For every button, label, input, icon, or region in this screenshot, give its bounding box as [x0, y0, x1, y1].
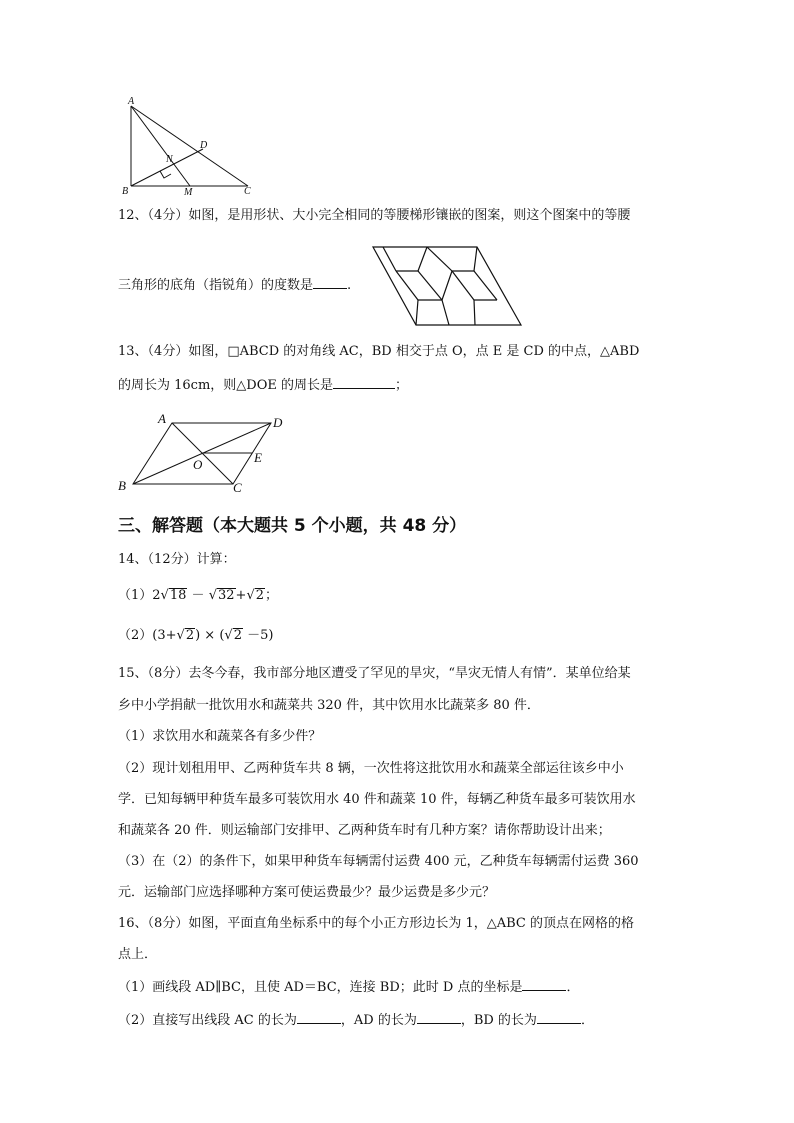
figure-parallelogram: [116, 410, 296, 496]
segment-am: [131, 106, 190, 186]
label-c: C: [233, 480, 242, 495]
radical-sign: √: [246, 588, 255, 603]
q15-part2-line1: （2）现计划租用甲、乙两种货车共 8 辆，一次性将这批饮用水和蔬菜全部运往该乡中小: [118, 761, 624, 776]
radical-sign: √: [224, 628, 233, 643]
label-n: N: [166, 154, 173, 165]
radicand: 2: [255, 588, 265, 603]
q16-part2: [118, 1010, 594, 1030]
q16-part2-text: （2）直接写出线段 AC 的长为: [118, 1013, 297, 1028]
tile-edge: [418, 247, 427, 271]
figure-right-triangle: [118, 96, 268, 196]
section-heading: 三、解答题（本大题共 5 个小题，共 48 分）: [118, 516, 467, 536]
operator: +: [235, 588, 247, 603]
q16-part1-text: （1）画线段 AD∥BC，且使 AD＝BC，连接 BD；此时 D 点的坐标是: [118, 980, 523, 995]
q15-part3-line1: （3）在（2）的条件下，如果甲种货车每辆需付运费 400 元，乙种货车每辆需付运费 360: [118, 854, 639, 869]
right-angle-mark: [160, 171, 171, 178]
q15-part1: （1）求饮用水和蔬菜各有多少件？: [118, 729, 322, 744]
tile-edge: [452, 271, 474, 300]
q12-line2-text: 三角形的底角（指锐角）的度数是: [118, 278, 314, 293]
label-b: B: [118, 478, 126, 493]
q15-part2-line2: 学．已知每辆甲种货车最多可装饮用水 40 件和蔬菜 10 件，每辆乙种货车最多可装饮用水: [118, 792, 636, 807]
label-o: O: [193, 457, 203, 472]
label-m: M: [184, 187, 193, 196]
q12-line1: 12、（4分）如图，是用形状、大小完全相同的等腰梯形镶嵌的图案，则这个图案中的等腰: [118, 208, 631, 223]
label-c: C: [244, 186, 251, 196]
tile-edge: [383, 247, 396, 271]
tile-edge: [474, 247, 477, 271]
radical-sign: √: [176, 628, 185, 643]
tile-edge: [427, 247, 452, 271]
tile-edge: [442, 300, 449, 325]
radicand: 2: [185, 628, 195, 643]
tile-edge: [474, 300, 475, 325]
radicand: 32: [217, 588, 235, 603]
label-e: E: [254, 450, 262, 465]
q14-part2-prefix: （2）(3+: [118, 628, 177, 643]
answer-blank-12: [313, 275, 347, 289]
answer-blank-13: [333, 375, 395, 389]
radicand: 18: [169, 588, 187, 603]
answer-blank-16-1: [522, 977, 566, 991]
answer-blank-16-2: [297, 1010, 341, 1024]
q16-part2-end: ．: [580, 1013, 594, 1028]
operator: ) × (: [195, 628, 225, 643]
answer-blank-16-4: [537, 1010, 581, 1024]
q15-part2-line3: 和蔬菜各 20 件．则运输部门安排甲、乙两种货车时有几种方案？请你帮助设计出来；: [118, 823, 611, 838]
label-d: D: [273, 415, 283, 430]
label-b: B: [122, 186, 129, 196]
q16-part2-text: ，BD 的长为: [460, 1013, 537, 1028]
q15-line2: 乡中小学捐献一批饮用水和蔬菜共 320 件，其中饮用水比蔬菜多 80 件．: [118, 698, 540, 713]
q14-part1: [118, 587, 278, 605]
q16-part1-end: ．: [566, 980, 580, 995]
q15-part3-line2: 元．运输部门应选择哪种方案可使运费最少？最少运费是多少元？: [118, 885, 496, 900]
tile-edge: [442, 271, 452, 300]
label-a: A: [128, 96, 135, 107]
radical-sign: √: [208, 588, 217, 603]
radical-sign: √: [160, 588, 169, 603]
q12-line2-end: .: [347, 278, 352, 293]
q13-line2-text: 的周长为 16cm，则△DOE 的周长是: [118, 378, 333, 393]
radicand: 2: [233, 628, 242, 643]
operator: －: [191, 588, 205, 603]
q14-part1-prefix: （1）2: [118, 588, 161, 603]
q14-part2: [118, 627, 273, 645]
q16-line2: 点上．: [118, 947, 158, 962]
label-a: A: [158, 411, 166, 426]
label-d: D: [200, 140, 208, 151]
q12-line2: [118, 275, 351, 295]
edge-ac: [131, 106, 248, 186]
q14-title: 14、（12分）计算：: [118, 552, 236, 567]
q16-part1: [118, 977, 579, 997]
q15-line1: 15、（8分）去冬今春，我市部分地区遭受了罕见的旱灾，“旱灾无情人有情”．某单位给某: [118, 666, 631, 681]
q14-part1-end: ；: [265, 588, 279, 603]
q13-line2: [118, 375, 408, 395]
q13-line2-end: ；: [394, 378, 408, 393]
q16-line1: 16、（8分）如图，平面直角坐标系中的每个小正方形边长为 1，△ABC 的顶点在网格的格: [118, 916, 634, 931]
q16-part2-text: ，AD 的长为: [340, 1013, 417, 1028]
q13-line1: 13、（4分）如图，□ABCD 的对角线 AC，BD 相交于点 O，点 E 是 CD 的中点，△ABD: [118, 344, 640, 359]
figure-trapezoid-tessellation: [370, 244, 526, 330]
answer-blank-16-3: [417, 1010, 461, 1024]
tile-edge: [416, 300, 418, 325]
q14-part2-end: －5): [242, 628, 274, 643]
tile-edge: [418, 271, 442, 300]
